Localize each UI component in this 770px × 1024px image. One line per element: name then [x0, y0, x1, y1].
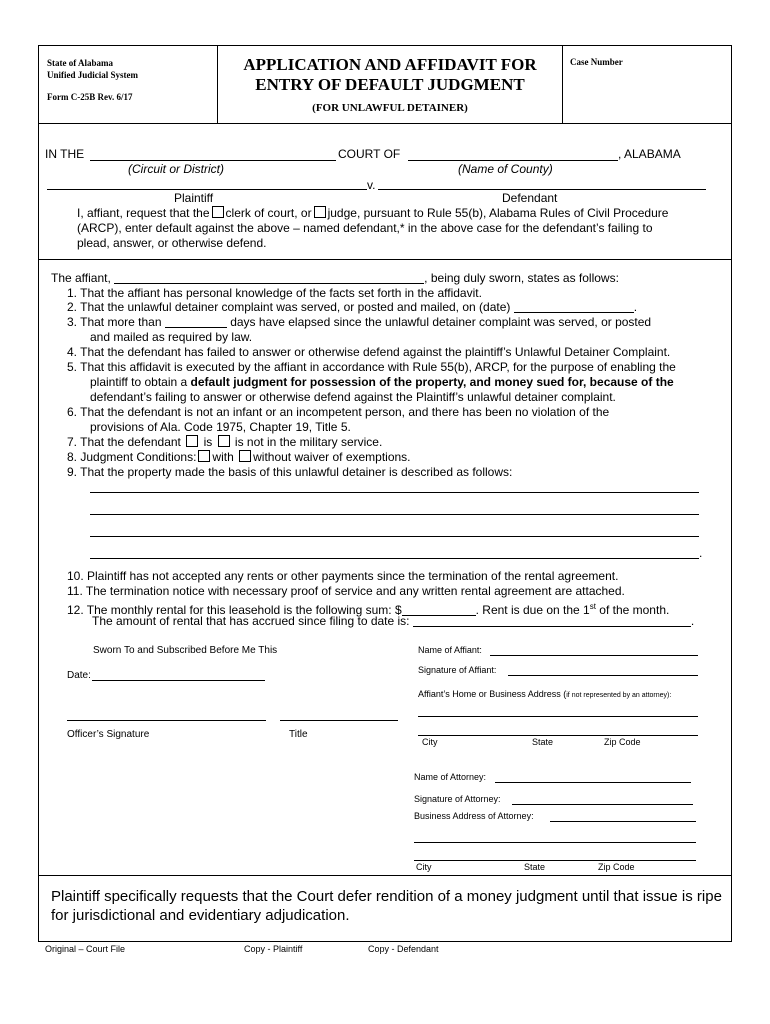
- affiant-address-label: [418, 689, 671, 699]
- item-7-is: is: [203, 435, 213, 449]
- defendant-label: Defendant: [502, 191, 558, 205]
- military-is-checkbox[interactable]: [186, 435, 198, 447]
- property-line-3[interactable]: [90, 536, 699, 537]
- in-the-label: IN THE: [45, 147, 85, 161]
- item-5-c: defendant’s failing to answer or otherwise defend against the Plaintiff’s unlawful detainer complaint.: [90, 390, 616, 404]
- plaintiff-label: Plaintiff: [174, 191, 214, 205]
- affiant-state-label: State: [532, 737, 554, 747]
- request-line-2: (ARCP), enter default against the above – named defendant,* in the above case for the defendant’s failing to: [77, 221, 653, 235]
- item-7: [67, 435, 382, 450]
- with-waiver-checkbox[interactable]: [198, 450, 210, 462]
- form-title: [218, 55, 562, 115]
- section-divider: [38, 259, 731, 260]
- sworn-label: , being duly sworn, states as follows:: [424, 271, 619, 285]
- deferral-notice: Plaintiff specifically requests that the Court defer rendition of a money judgment until that issue is ripe for jurisdictional and evidentiary adjudication.: [51, 888, 722, 924]
- item-3-cont: and mailed as required by law.: [90, 330, 253, 344]
- form-subtitle: (FOR UNLAWFUL DETAINER): [312, 102, 468, 114]
- item-5-text: plaintiff to obtain a: [90, 375, 188, 389]
- property-line-4[interactable]: [90, 558, 699, 559]
- county-hint: (Name of County): [458, 162, 553, 176]
- item-10: 10. Plaintiff has not accepted any rents or other payments since the termination of the rental agreement.: [67, 569, 619, 583]
- served-date-field[interactable]: [514, 300, 634, 313]
- item-12-text: 12. The monthly rental for this leasehold is the following sum: $: [67, 603, 402, 617]
- officer-title-field[interactable]: [280, 720, 398, 721]
- officer-title-label: Title: [289, 729, 308, 740]
- title-line-1: APPLICATION AND AFFIDAVIT FOR: [243, 55, 537, 74]
- name-attorney-label: Name of Attorney:: [414, 772, 487, 782]
- sig-attorney-label: Signature of Attorney:: [414, 794, 501, 804]
- item-11: 11. The termination notice with necessary proof of service and any written rental agreement are attached.: [67, 584, 625, 598]
- item-3-text-b: days have elapsed since the unlawful detainer complaint was served, or posted: [230, 315, 652, 329]
- affiant-name-field[interactable]: [114, 271, 424, 284]
- item-8-without: without waiver of exemptions.: [253, 450, 411, 464]
- county-field[interactable]: [408, 160, 618, 161]
- sig-attorney-field[interactable]: [512, 804, 693, 805]
- circuit-hint: (Circuit or District): [128, 162, 224, 176]
- address-note: if not represented by an attorney: [566, 692, 668, 699]
- notice-divider: [38, 875, 731, 876]
- request-text: I, affiant, request that the: [77, 206, 210, 220]
- clerk-label: clerk of court, or: [225, 206, 312, 220]
- item-5: 5. That this affidavit is executed by the affiant in accordance with Rule 55(b), ARCP, for the purpose of enabling the: [67, 360, 676, 374]
- property-line-2[interactable]: [90, 514, 699, 515]
- header-divider: [38, 123, 731, 124]
- judge-label: judge, pursuant to Rule 55(b), Alabama Rules of Civil Procedure: [327, 206, 669, 220]
- item-12-accrued: The amount of rental that has accrued since filing to date is:: [92, 614, 410, 628]
- name-affiant-field[interactable]: [490, 655, 698, 656]
- date-label: Date:: [67, 670, 91, 681]
- state-name: State of Alabama: [47, 58, 113, 68]
- clerk-checkbox[interactable]: [212, 206, 224, 218]
- item-6-b: provisions of Ala. Code 1975, Chapter 19, Title 5.: [90, 420, 351, 434]
- address-text: Affiant’s Home or Business Address (: [418, 689, 567, 699]
- attorney-address-line-1[interactable]: [414, 842, 696, 843]
- item-12-sup: st: [589, 602, 596, 611]
- sig-affiant-label: Signature of Affiant:: [418, 665, 497, 675]
- date-field[interactable]: [92, 680, 265, 681]
- item-6: 6. That the defendant is not an infant or an incompetent person, and there has been no violation of the: [67, 405, 610, 419]
- item-12-due: . Rent is due on the 1: [475, 603, 590, 617]
- footer-original: Original – Court File: [45, 944, 126, 954]
- case-number-field[interactable]: [565, 70, 725, 118]
- military-is-not-checkbox[interactable]: [218, 435, 230, 447]
- attorney-city-label: City: [416, 862, 432, 872]
- attorney-zip-label: Zip Code: [598, 862, 635, 872]
- case-number-label: Case Number: [570, 57, 623, 67]
- item-9: 9. That the property made the basis of this unlawful detainer is described as follows:: [67, 465, 513, 479]
- item-5-bold: default judgment for possession of the property, and money sued for, because of the: [190, 375, 674, 389]
- name-attorney-field[interactable]: [495, 782, 691, 783]
- item-8-with: with: [212, 450, 234, 464]
- the-affiant-label: The affiant,: [51, 271, 111, 285]
- header-left: [47, 57, 138, 103]
- form-number: Form C-25B Rev. 6/17: [47, 92, 133, 102]
- judge-checkbox[interactable]: [314, 206, 326, 218]
- item-2-text: 2. That the unlawful detainer complaint was served, or posted and mailed, on (date): [67, 300, 511, 314]
- item-8: [67, 450, 411, 465]
- form-frame: [38, 45, 732, 942]
- item-4: 4. That the defendant has failed to answer or otherwise defend against the plaintiff’s Unlawful Detainer Complaint.: [67, 345, 671, 359]
- sig-affiant-field[interactable]: [508, 675, 698, 676]
- item-8-text: 8. Judgment Conditions:: [67, 450, 197, 464]
- affiant-address-line-2[interactable]: [418, 735, 698, 736]
- item-12-month: of the month.: [599, 603, 670, 617]
- name-affiant-label: Name of Affiant:: [418, 645, 482, 655]
- without-waiver-checkbox[interactable]: [239, 450, 251, 462]
- footer-copy-defendant: Copy - Defendant: [368, 944, 439, 954]
- attorney-state-label: State: [524, 862, 546, 872]
- court-type-field[interactable]: [90, 160, 336, 161]
- alabama-label: , ALABAMA: [618, 147, 681, 161]
- item-12-b: The amount of rental that has accrued since filing to date is: .: [92, 614, 695, 628]
- affiant-line: [51, 271, 619, 286]
- accrued-rent-field[interactable]: [413, 614, 691, 627]
- defendant-field[interactable]: [378, 189, 706, 190]
- title-line-2: ENTRY OF DEFAULT JUDGMENT: [255, 75, 525, 94]
- address-end: ):: [667, 692, 672, 699]
- header-vdivider-right: [562, 45, 563, 123]
- item-1: 1. That the affiant has personal knowledge of the facts set forth in the affidavit.: [67, 286, 482, 300]
- affiant-city-label: City: [422, 737, 438, 747]
- property-period: .: [699, 546, 703, 560]
- sworn-label: Sworn To and Subscribed Before Me This: [93, 645, 278, 656]
- attorney-address-line-2[interactable]: [414, 860, 696, 861]
- item-7-text: 7. That the defendant: [67, 435, 181, 449]
- item-7-is-not: is not in the military service.: [234, 435, 383, 449]
- request-line-1: [77, 206, 668, 221]
- system-name: Unified Judicial System: [47, 70, 139, 80]
- plaintiff-field[interactable]: [47, 189, 367, 190]
- property-line-1[interactable]: [90, 492, 699, 493]
- request-line-3: plead, answer, or otherwise defend.: [77, 236, 267, 250]
- item-3-text: 3. That more than: [67, 315, 162, 329]
- days-field[interactable]: [165, 315, 227, 328]
- court-of-label: COURT OF: [338, 147, 401, 161]
- officer-signature-label: Officer’s Signature: [67, 729, 150, 740]
- affiant-address-line-1[interactable]: [418, 716, 698, 717]
- item-3: [67, 315, 651, 330]
- item-5-b: [90, 375, 674, 390]
- affiant-zip-label: Zip Code: [604, 737, 641, 747]
- addr-attorney-field[interactable]: [550, 821, 696, 822]
- versus-label: v.: [367, 178, 376, 192]
- footer-copy-plaintiff: Copy - Plaintiff: [244, 944, 303, 954]
- item-2: 2. That the unlawful detainer complaint was served, or posted and mailed, on (date) .: [67, 300, 638, 314]
- officer-signature-field[interactable]: [67, 720, 266, 721]
- addr-attorney-label: Business Address of Attorney:: [414, 811, 534, 821]
